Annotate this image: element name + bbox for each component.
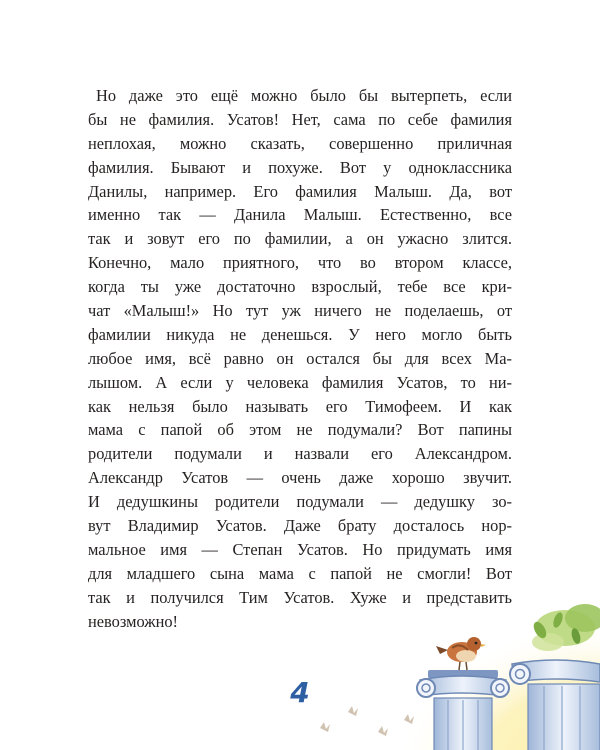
- text-line: чат «Малыш!» Но тут уж ничего не поделаешь, от: [88, 301, 512, 321]
- text-line: родители подумали и назвали его Александром.: [88, 444, 512, 464]
- page-number: 4: [290, 676, 310, 709]
- text-line: бы не фамилия. Усатов! Нет, сама по себе фамилия: [88, 109, 512, 129]
- text-line: когда ты уже достаточно взрослый, тебе все кри-: [88, 277, 512, 297]
- text-line: именно так — Данила Малыш. Естественно, все: [88, 205, 512, 225]
- text-line: фамилии никуда не денешься. У него могло быть: [88, 324, 512, 344]
- text-line: Но даже это ещё можно было бы вытерпеть, если: [96, 86, 512, 105]
- text-line: так и зовут его по фамилии, а он ужасно злится.: [88, 229, 512, 249]
- text-line: фамилия. Бывают и похуже. Вот у одноклассника: [88, 157, 512, 177]
- text-line: невозможно!: [88, 611, 179, 631]
- text-line: любое имя, всё равно он остался бы для всех Ма-: [88, 348, 512, 368]
- text-line: Данилы, например. Его фамилия Малыш. Да, вот: [88, 181, 512, 201]
- text-line: Конечно, мало приятного, что во втором классе,: [88, 253, 512, 273]
- bird-on-columns-illustration: [300, 560, 600, 750]
- text-line: неплохая, можно сказать, совершенно приличная: [88, 133, 512, 153]
- text-line: мама с папой об этом не подумали? Вот папины: [88, 420, 512, 440]
- text-line: для младшего сына мама с папой не смогли! Вот: [88, 563, 512, 583]
- text-line: так и получился Тим Усатов. Хуже и представить: [88, 587, 512, 607]
- body-text: [88, 84, 512, 633]
- text-line: вут Владимир Усатов. Даже брату досталось нор-: [88, 516, 512, 536]
- text-line: И дедушкины родители подумали — дедушку зо-: [88, 492, 512, 512]
- text-line: лышом. А если у человека фамилия Усатов, то ни-: [88, 372, 512, 392]
- text-line: Александр Усатов — очень даже хорошо звучит.: [88, 468, 512, 488]
- text-line: мальное имя — Степан Усатов. Но придумать имя: [88, 539, 512, 559]
- text-line: как нельзя было называть его Тимофеем. И как: [88, 396, 512, 416]
